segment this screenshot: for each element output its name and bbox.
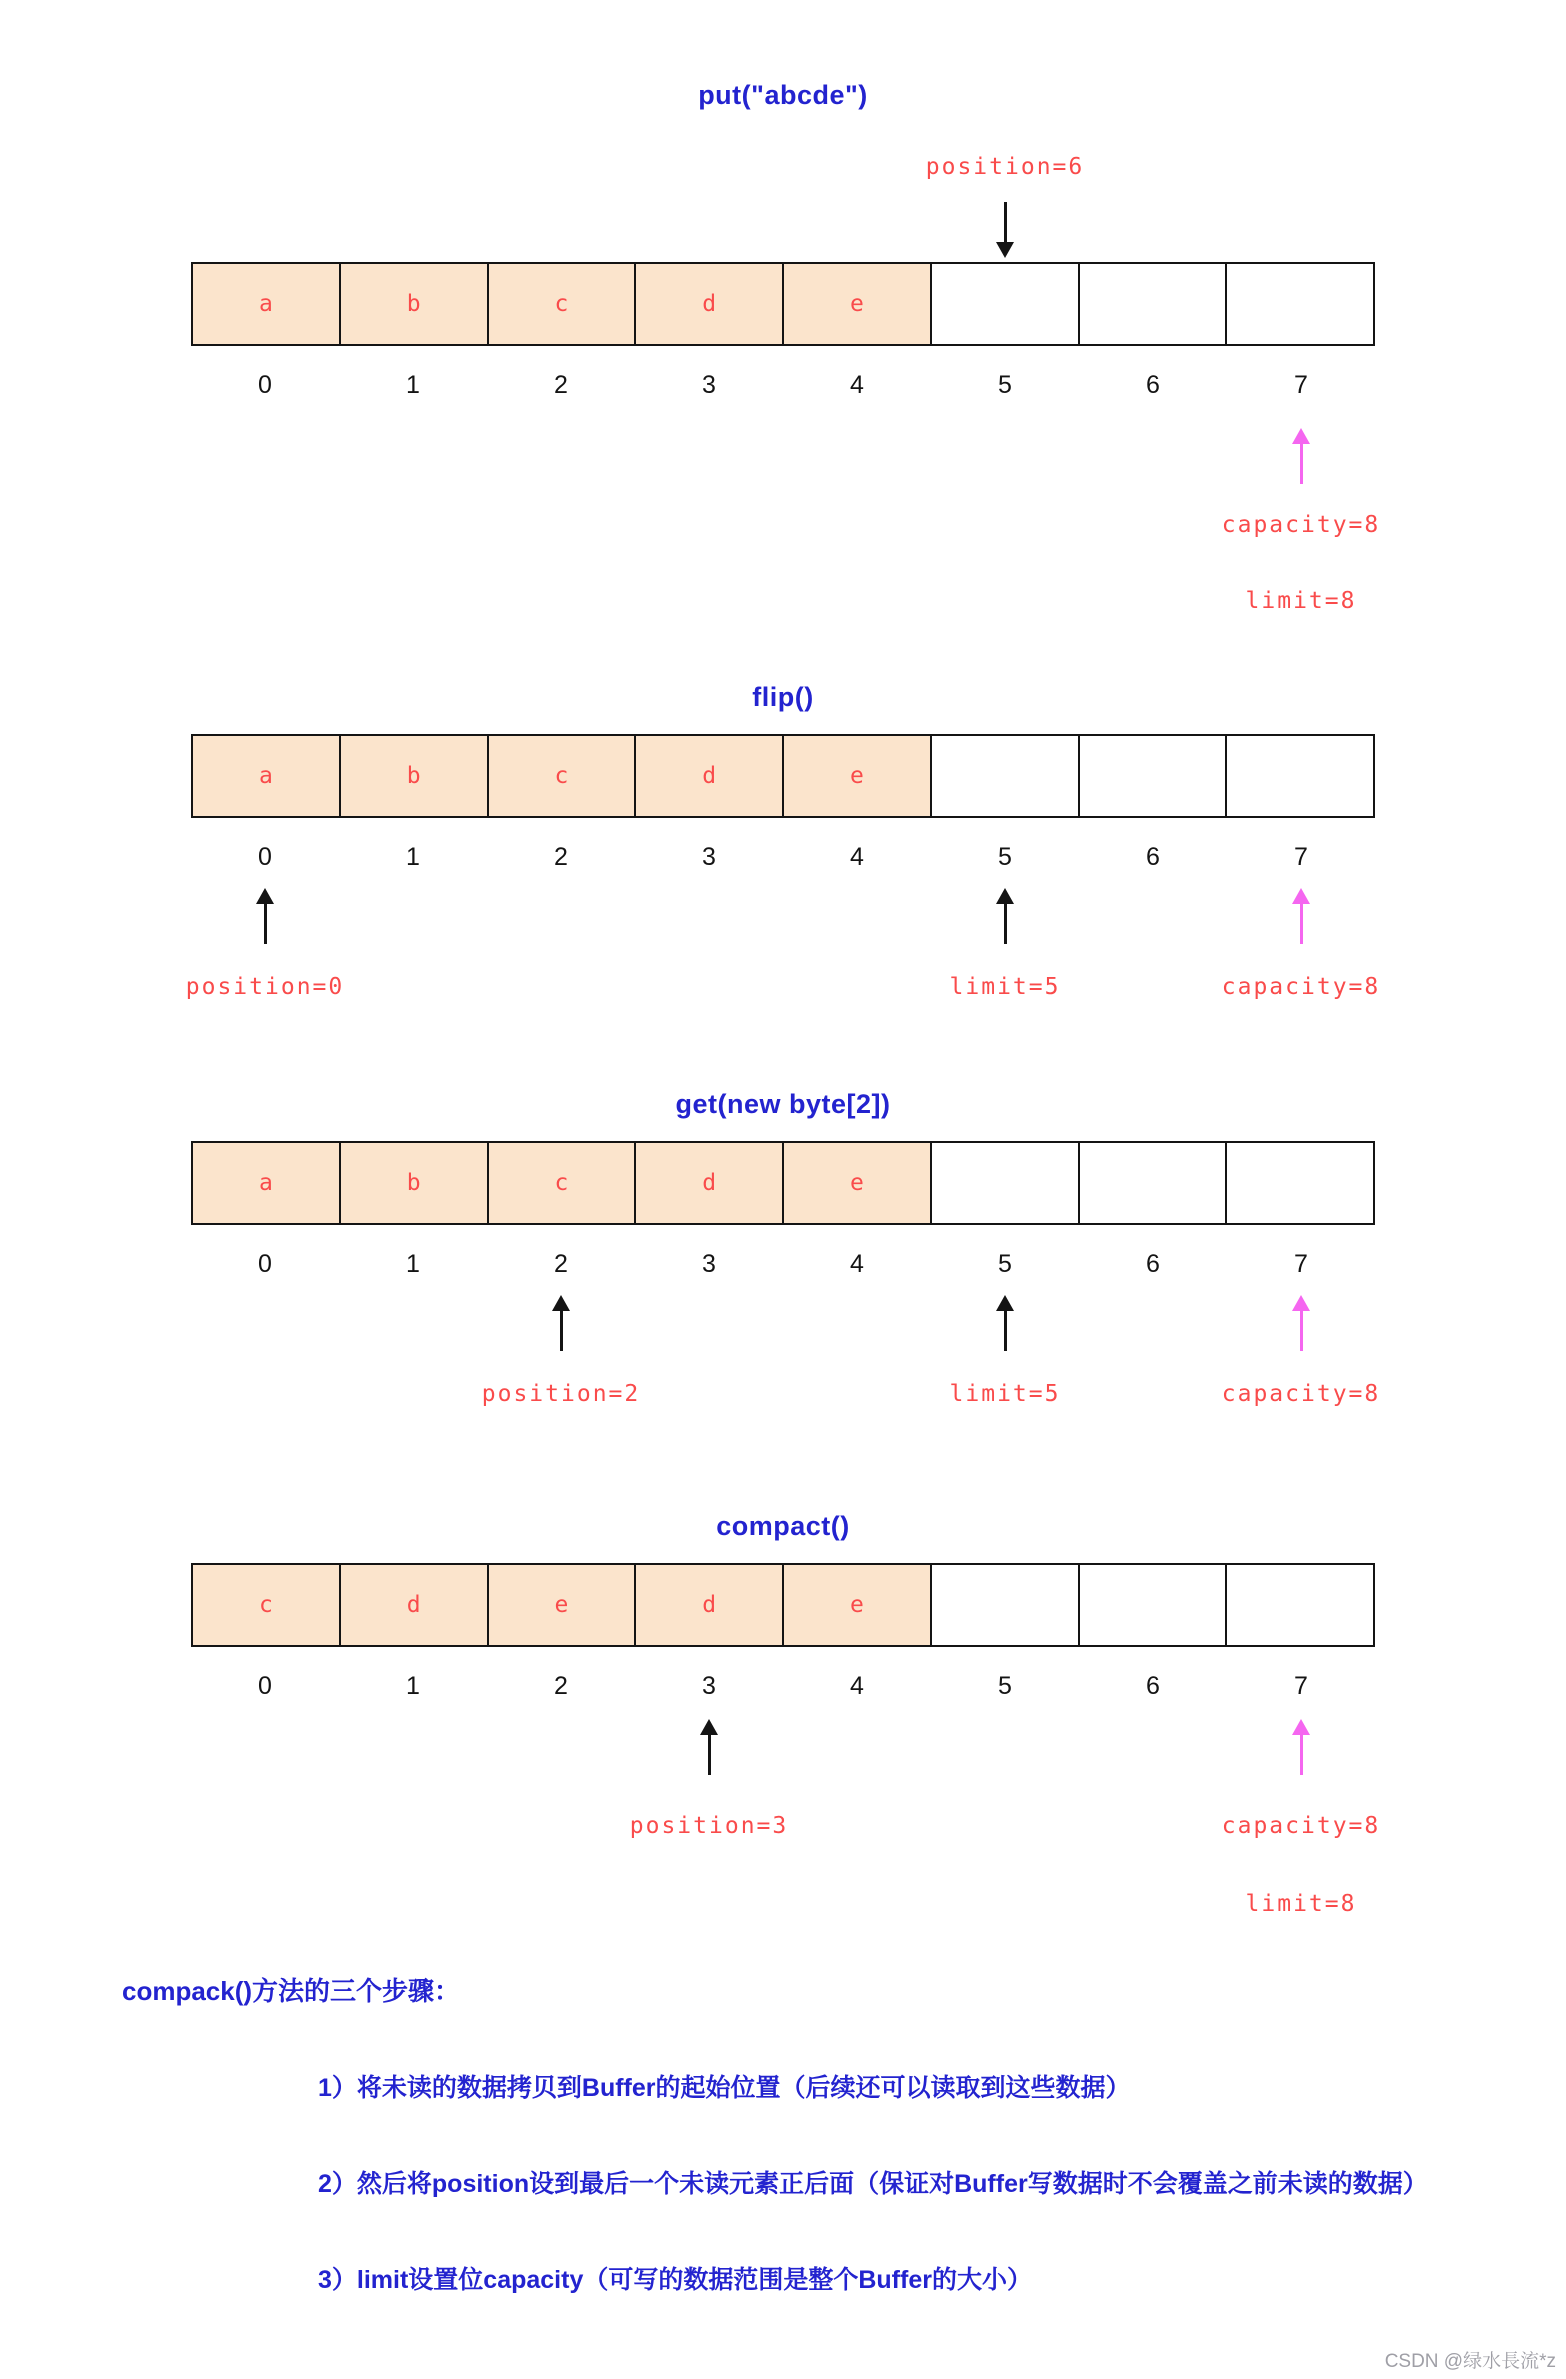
index-label: 5 <box>998 843 1012 871</box>
index-label: 6 <box>1146 1250 1160 1278</box>
arrow-shaft <box>560 1311 563 1351</box>
buffer-cell: d <box>634 1143 782 1223</box>
diagram-put-title: put("abcde") <box>698 80 868 110</box>
diagram-compact-title: compact() <box>716 1511 850 1541</box>
limit-label: limit=8 <box>1245 1891 1357 1917</box>
buffer-row <box>191 1141 1375 1225</box>
index-label: 7 <box>1294 1250 1308 1278</box>
buffer-cell <box>1225 264 1373 344</box>
buffer-cell: e <box>782 264 930 344</box>
buffer-cell: c <box>487 736 635 816</box>
capacity-arrow-icon <box>1292 1719 1310 1775</box>
buffer-cell <box>930 1565 1078 1645</box>
buffer-cell: c <box>487 264 635 344</box>
arrow-shaft <box>1004 1311 1007 1351</box>
note-step-3: 3）limit设置位capacity（可写的数据范围是整个Buffer的大小） <box>318 2266 1032 2294</box>
position-label: position=6 <box>925 154 1085 180</box>
buffer-row <box>191 734 1375 818</box>
diagram-put <box>191 78 1381 625</box>
index-label: 3 <box>702 371 716 399</box>
index-label: 2 <box>554 371 568 399</box>
capacity-label: capacity=8 <box>1221 974 1381 1000</box>
buffer-cell: c <box>193 1565 339 1645</box>
annotations-bottom <box>191 400 1381 625</box>
index-label: 5 <box>998 1672 1012 1700</box>
buffer-cell: d <box>634 1565 782 1645</box>
buffer-cell: c <box>487 1143 635 1223</box>
index-label: 7 <box>1294 843 1308 871</box>
arrow-shaft <box>1300 904 1303 944</box>
index-label: 7 <box>1294 371 1308 399</box>
index-label: 1 <box>406 1672 420 1700</box>
index-label: 7 <box>1294 1672 1308 1700</box>
capacity-label: capacity=8 <box>1221 512 1381 538</box>
annotations-bottom <box>191 1279 1381 1469</box>
arrow-shaft <box>264 904 267 944</box>
arrow-head <box>1292 888 1310 904</box>
watermark: CSDN @绿水長流*z <box>1384 2351 1556 2372</box>
index-label: 4 <box>850 371 864 399</box>
capacity-label: capacity=8 <box>1221 1381 1381 1407</box>
buffer-cell <box>930 736 1078 816</box>
buffer-cell: e <box>782 736 930 816</box>
position-label: position=2 <box>481 1381 641 1407</box>
annotations-bottom <box>185 872 1381 1062</box>
buffer-cell <box>1078 264 1226 344</box>
index-label: 2 <box>554 1250 568 1278</box>
buffer-cell <box>1078 1143 1226 1223</box>
capacity-arrow-icon <box>1292 888 1310 944</box>
arrow-head <box>1292 1295 1310 1311</box>
index-label: 3 <box>702 1672 716 1700</box>
diagram-get <box>191 1087 1381 1469</box>
index-row <box>191 1249 1375 1279</box>
index-label: 0 <box>258 1672 272 1700</box>
diagram-compact <box>191 1509 1381 1951</box>
buffer-cell: b <box>339 1143 487 1223</box>
note-step-2: 2）然后将position设到最后一个未读元素正后面（保证对Buffer写数据时不会覆盖之前未读的数据） <box>318 2170 1428 2198</box>
arrow-shaft <box>1300 1735 1303 1775</box>
position-arrow-icon <box>996 202 1014 258</box>
notes-heading: compack()方法的三个步骤： <box>122 1976 461 2006</box>
buffer-cell <box>1225 1565 1373 1645</box>
arrow-shaft <box>1004 202 1007 242</box>
arrow-head <box>1292 428 1310 444</box>
buffer-cell: a <box>193 1143 339 1223</box>
index-label: 5 <box>998 1250 1012 1278</box>
index-label: 6 <box>1146 1672 1160 1700</box>
buffer-cell <box>1225 1143 1373 1223</box>
buffer-cell: a <box>193 736 339 816</box>
index-row <box>191 1671 1375 1701</box>
index-label: 3 <box>702 843 716 871</box>
buffer-cell <box>1078 1565 1226 1645</box>
arrow-head <box>996 1295 1014 1311</box>
buffer-cell <box>1225 736 1373 816</box>
buffer-cell: e <box>782 1143 930 1223</box>
limit-label: limit=5 <box>949 974 1061 1000</box>
position-arrow-icon <box>552 1295 570 1351</box>
buffer-cell: d <box>634 264 782 344</box>
note-step-1: 1）将未读的数据拷贝到Buffer的起始位置（后续还可以读取到这些数据） <box>318 2074 1131 2102</box>
diagram-flip <box>185 680 1381 1062</box>
arrow-head <box>700 1719 718 1735</box>
arrow-shaft <box>708 1735 711 1775</box>
limit-arrow-icon <box>996 1295 1014 1351</box>
position-annotation-top <box>191 112 1375 262</box>
diagram-get-title: get(new byte[2]) <box>675 1089 891 1119</box>
buffer-row <box>191 1563 1375 1647</box>
index-label: 2 <box>554 1672 568 1700</box>
arrow-head <box>552 1295 570 1311</box>
index-label: 6 <box>1146 843 1160 871</box>
capacity-label: capacity=8 <box>1221 1813 1381 1839</box>
position-label: position=3 <box>629 1813 789 1839</box>
index-label: 4 <box>850 843 864 871</box>
index-row <box>191 370 1375 400</box>
position-arrow-icon <box>700 1719 718 1775</box>
index-label: 1 <box>406 843 420 871</box>
buffer-cell: d <box>634 736 782 816</box>
index-label: 3 <box>702 1250 716 1278</box>
index-label: 4 <box>850 1672 864 1700</box>
diagram-flip-title: flip() <box>752 682 814 712</box>
index-label: 4 <box>850 1250 864 1278</box>
limit-label: limit=5 <box>949 1381 1061 1407</box>
buffer-cell: a <box>193 264 339 344</box>
arrow-head <box>996 242 1014 258</box>
buffer-cell: e <box>782 1565 930 1645</box>
limit-label: limit=8 <box>1245 588 1357 614</box>
buffer-cell <box>930 1143 1078 1223</box>
buffer-cell: d <box>339 1565 487 1645</box>
buffer-cell <box>930 264 1078 344</box>
annotations-bottom <box>191 1701 1381 1951</box>
position-label: position=0 <box>185 974 345 1000</box>
buffer-cell: b <box>339 736 487 816</box>
index-label: 2 <box>554 843 568 871</box>
capacity-arrow-icon <box>1292 428 1310 484</box>
index-label: 1 <box>406 371 420 399</box>
index-label: 0 <box>258 1250 272 1278</box>
position-arrow-icon <box>256 888 274 944</box>
arrow-shaft <box>1004 904 1007 944</box>
index-row <box>191 842 1375 872</box>
buffer-row <box>191 262 1375 346</box>
index-label: 6 <box>1146 371 1160 399</box>
buffer-cell: e <box>487 1565 635 1645</box>
buffer-cell: b <box>339 264 487 344</box>
index-label: 1 <box>406 1250 420 1278</box>
arrow-head <box>256 888 274 904</box>
index-label: 0 <box>258 371 272 399</box>
index-label: 0 <box>258 843 272 871</box>
index-label: 5 <box>998 371 1012 399</box>
capacity-arrow-icon <box>1292 1295 1310 1351</box>
notes-section <box>0 1971 1566 2296</box>
arrow-head <box>1292 1719 1310 1735</box>
buffer-cell <box>1078 736 1226 816</box>
limit-arrow-icon <box>996 888 1014 944</box>
arrow-shaft <box>1300 1311 1303 1351</box>
arrow-shaft <box>1300 444 1303 484</box>
arrow-head <box>996 888 1014 904</box>
